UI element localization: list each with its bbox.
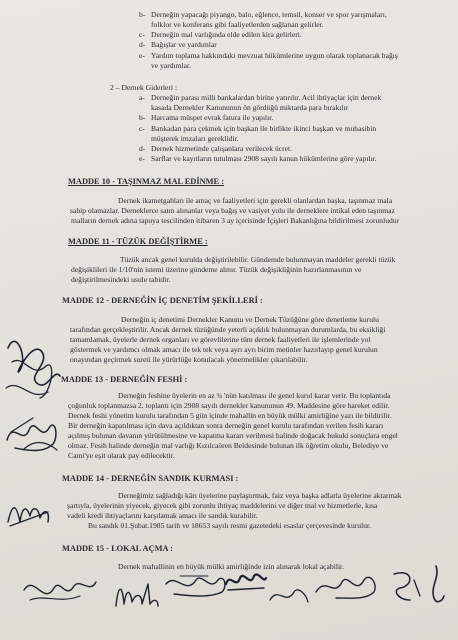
expense-item-e-marker: e- xyxy=(139,154,145,163)
madde-13-line-3: Dernek feshi yönetim kurulu tarafından 5 gün içinde mahallin en büyük mülki amirliğine yazı ile bildirilir. xyxy=(68,411,392,420)
madde-14-line-1: Derneğimiz sağladığı kârı üyelerine paylaştırmak, faiz veya başka adlarla üyelerine aktarmak xyxy=(118,491,402,500)
income-item-d-text: Bağışlar ve yardımlar xyxy=(151,40,217,49)
madde-10-line-2: sahip olamazlar. Derneklerce satın alınanlar veya bağış ve vasiyet yolu ile derneklere intikal eden taşınmaz xyxy=(70,206,395,215)
madde-13-line-1: Derneğin feshine üyelerin en az ¾ 'nün katılması ile genel kurul karar verir. Bu toplantıda xyxy=(118,391,391,400)
signature-bottom-2 xyxy=(112,576,162,614)
madde-13-line-4: Bir derneğin kapatılması için dava açıldıktan sonra derneğin genel kurulu tarafından verilen fesih kararı xyxy=(68,421,384,430)
expense-item-d-marker: d- xyxy=(139,144,146,153)
madde-11-line-3: değiştirilmesindeki usule tabidir. xyxy=(71,275,171,284)
madde-14-line-4: Bu sandık 01.Şubat.1985 tarih ve 18653 sayılı resmi gazetedeki esaslar çerçevesinde kurulur. xyxy=(88,521,372,530)
madde-12-line-5: onayından geçirmek sureti ile yürürlüğe konulacak yönetmelikler çıkarılabilir. xyxy=(70,355,308,364)
madde-12-heading: MADDE 12 - DERNEĞİN İÇ DENETİM ŞEKİLLERİ : xyxy=(62,296,263,305)
madde-15-heading: MADDE 15 - LOKAL AÇMA : xyxy=(62,544,173,553)
expense-item-b-text: Harcama müspet evrak fatura ile yapılır. xyxy=(151,113,274,122)
expense-item-d-text: Dernek hizmetinde çalışanlara verilecek ücret. xyxy=(151,144,293,153)
income-item-d-marker: d- xyxy=(139,40,146,49)
expense-item-b-marker: b- xyxy=(139,113,146,122)
expense-item-a-marker: a- xyxy=(139,93,145,102)
madde-11-heading: MADDE 11 - TÜZÜK DEĞİŞTİRME : xyxy=(68,237,208,246)
signature-bottom-1 xyxy=(20,570,100,610)
income-item-e-text: Yardım toplama hakkındaki mevzuat hükümlerine uygun olarak toplanacak bağış xyxy=(151,51,398,60)
expense-item-a-text: Derneğin parası milli bankalardan birine yatırılır. Acil ihtiyaçlar için dernek xyxy=(151,93,382,102)
income-item-e-marker: e- xyxy=(139,51,145,60)
madde-14-line-2: şartıyla, üyelerinin yiyecek, giyecek gibi zorunlu ihtiyaç maddelerini ve diğer mal ve hizmetlerle, kısa xyxy=(67,501,378,510)
madde-13-line-7: Cami'ye eşit olarak pay edilecektir. xyxy=(68,451,175,460)
income-item-c-marker: c- xyxy=(139,30,145,39)
madde-14-heading: MADDE 14 - DERNEĞİN SANDIK KURMASI : xyxy=(62,474,239,483)
madde-12-line-4: göstermek ve yardımcı olmak amacı ile tek tek veya ayrı ayrı birim metinler hazırlayıp genel kurulun xyxy=(70,345,378,354)
signature-bottom-3 xyxy=(160,566,230,602)
expense-item-c-marker: c- xyxy=(139,124,145,133)
madde-13-line-6: olmaz. Fesih halinde derneğin mal varlığı Kızılcaören Beldesinde bulunan ilk öğretim okulu, Belediye ve xyxy=(68,441,389,450)
madde-10-line-3: malların dernek adına tapuya tescilinden itibaren 3 ay içerisinde İçişleri Bakanlığına bildirilmesi zorunludur xyxy=(71,216,400,225)
madde-11-line-2: değişiklileri ile 1/10'nin istemi üzerine gündeme alınır. Tüzük değişikliğinin hazırlanmasının ve xyxy=(71,265,362,274)
income-item-b-text: Derneğin yapacağı piyango, balo, eğlence, temsil, konser ve spor yarışmaları, xyxy=(151,10,387,19)
expense-item-a-text-cont: kasada Dernekler Kanununun ön gördüğü miktarda para bırakılır xyxy=(151,103,349,112)
expense-item-c-text: Bankadan para çekmek için başkan ile birlikte ikinci başkan ve muhasibin xyxy=(151,124,377,133)
madde-10-line-1: Dernek ikametgahları ile amaç ve faaliyetleri için gerekli olanlardan başka, taşınmaz mala xyxy=(118,196,393,205)
income-item-e-text-cont: ve yardımlar. xyxy=(151,61,192,70)
signature-bottom-5 xyxy=(266,580,312,610)
expenses-title: 2 – Dernek Giderleri : xyxy=(110,83,178,92)
signature-left-middle xyxy=(3,410,61,456)
income-item-b-text-cont: folklor ve konferans gibi faaliyetlerden sağlanan gelirler. xyxy=(151,20,324,29)
expense-item-c-text-cont: müşterek imzaları gereklidir. xyxy=(151,134,239,143)
madde-10-heading: MADDE 10 - TAŞINMAZ MAL EDİNME : xyxy=(68,177,225,186)
signature-bottom-8 xyxy=(420,562,450,608)
signature-bottom-6 xyxy=(312,568,382,604)
madde-13-line-5: açılmış bulunan davanın yürütülmesine ve kapatma kararı verilmesi halinde doğacak hukuki sonuçlara engel xyxy=(68,431,398,440)
signature-left-lower xyxy=(4,492,54,532)
madde-15-line-1: Dernek mahallinin en büyük mülki amirliğinde izin alınarak lokal açabilir. xyxy=(118,562,345,571)
income-item-c-text: Derneğin mal varlığında elde edilen kira gelirleri. xyxy=(151,30,302,39)
madde-13-line-2: çoğunluk toplanmazsa 2. toplantı için 2908 sayılı dernekler kanununun 49. Maddesine göre hareket edilir. xyxy=(68,401,390,410)
madde-11-line-1: Tüzük ancak genel kurulda değiştirilebilir. Gündemde bulunmayan maddeler gerekli tüzük xyxy=(120,255,396,264)
madde-14-line-3: vadeli kredi ihtiyaçlarını karşılamak amacı ile sandık kurabilir. xyxy=(67,511,258,520)
madde-12-line-3: tamamlamak, üyelerle dernek organları ve görevlilerine tüm dernek faaliyetleri ile işlemlerinde yol xyxy=(70,335,371,344)
madde-13-heading: MADDE 13 - DERNEĞİN FESHİ : xyxy=(61,375,188,384)
signature-bottom-4 xyxy=(222,566,270,596)
madde-12-line-1: Derneğin iç denetimi Dernekler Kanunu ve Dernek Tüzüğüne göre denetleme kurulu xyxy=(121,315,379,324)
signature-left-upper xyxy=(2,318,64,408)
expense-item-e-text: Sarflar ve kayıtların tutulması 2908 sayılı kanun hükümlerine göre yapılır. xyxy=(151,154,377,163)
madde-12-line-2: tarafından gerçekleştirilir. Ancak dernek tüzüğünde yeterli açıklık bulunmayan durumlarda, bu eksikliği xyxy=(70,325,386,334)
income-item-b-marker: b- xyxy=(139,10,146,19)
